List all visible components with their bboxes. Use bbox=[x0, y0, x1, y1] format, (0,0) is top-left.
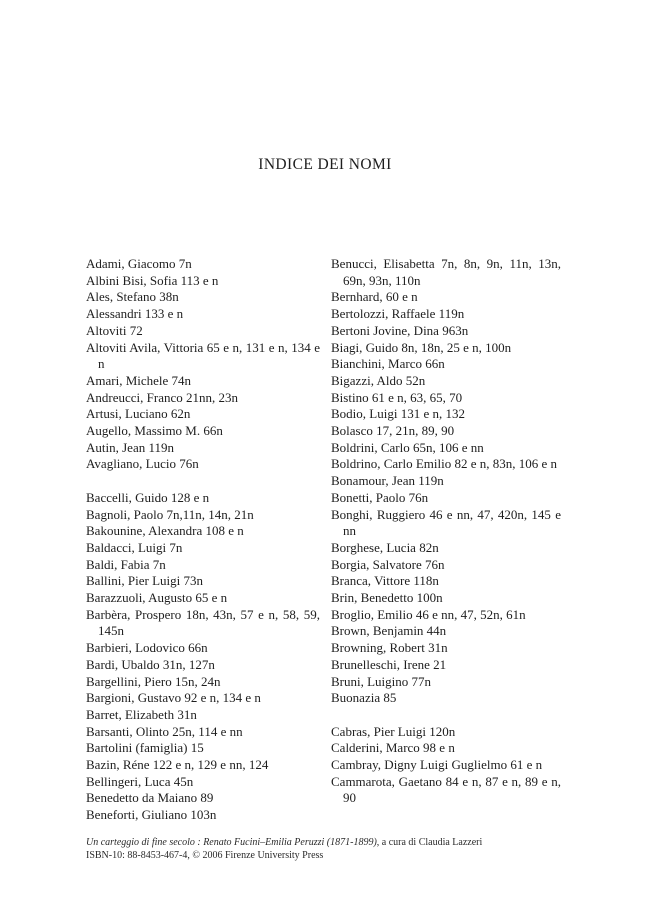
index-entry: Branca, Vittore 118n bbox=[331, 573, 439, 589]
index-entry: Boldrini, Carlo 65n, 106 e nn bbox=[331, 439, 484, 455]
index-entry: Bernhard, 60 e n bbox=[331, 289, 418, 305]
index-entry: Brin, Benedetto 100n bbox=[331, 590, 443, 606]
index-entry: Borghese, Lucia 82n bbox=[331, 539, 439, 555]
index-entry: Bagnoli, Paolo 7n,11n, 14n, 21n bbox=[86, 506, 254, 522]
index-entry: Altoviti 72 bbox=[86, 322, 143, 338]
index-entry: Bonghi, Ruggiero 46 e nn, 47, 420n, 145 e nn bbox=[331, 506, 561, 539]
index-entry: Baccelli, Guido 128 e n bbox=[86, 489, 210, 505]
index-entry: Artusi, Luciano 62n bbox=[86, 406, 191, 422]
index-entry: Baldacci, Luigi 7n bbox=[86, 539, 183, 555]
index-entry: Barbèra, Prospero 18n, 43n, 57 e n, 58, 59, 145n bbox=[86, 606, 320, 639]
index-entry: Cabras, Pier Luigi 120n bbox=[331, 723, 456, 739]
index-entry: Barsanti, Olinto 25n, 114 e nn bbox=[86, 723, 243, 739]
index-entry: Bonetti, Paolo 76n bbox=[331, 489, 429, 505]
index-entry: Bistino 61 e n, 63, 65, 70 bbox=[331, 389, 463, 405]
index-entry: Baldi, Fabia 7n bbox=[86, 556, 166, 572]
index-entry: Bruni, Luigino 77n bbox=[331, 673, 432, 689]
letter-gap bbox=[331, 707, 561, 724]
index-group-b bbox=[86, 490, 320, 824]
index-entry: Browning, Robert 31n bbox=[331, 640, 448, 656]
index-entry: Bakounine, Alexandra 108 e n bbox=[86, 523, 244, 539]
index-entry: Autin, Jean 119n bbox=[86, 439, 174, 455]
index-entry: Augello, Massimo M. 66n bbox=[86, 423, 223, 439]
index-column-left bbox=[86, 256, 320, 824]
citation-line bbox=[86, 836, 606, 849]
book-editor: , a cura di Claudia Lazzeri bbox=[376, 837, 483, 848]
index-group-a bbox=[86, 256, 320, 473]
book-title: Un carteggio di fine secolo : Renato Fucini–Emilia Peruzzi (1871-1899) bbox=[86, 837, 377, 848]
index-entry: Bolasco 17, 21n, 89, 90 bbox=[331, 423, 455, 439]
citation-footer bbox=[86, 836, 606, 862]
index-entry: Bargioni, Gustavo 92 e n, 134 e n bbox=[86, 690, 261, 706]
index-entry: Cambray, Digny Luigi Guglielmo 61 e n bbox=[331, 757, 543, 773]
index-entry: Barbieri, Lodovico 66n bbox=[86, 640, 208, 656]
index-entry: Ales, Stefano 38n bbox=[86, 289, 179, 305]
index-entry: Ballini, Pier Luigi 73n bbox=[86, 573, 203, 589]
index-entry: Benedetto da Maiano 89 bbox=[86, 790, 214, 806]
index-entry: Bigazzi, Aldo 52n bbox=[331, 372, 426, 388]
index-entry: Barazzuoli, Augusto 65 e n bbox=[86, 590, 228, 606]
index-entry: Alessandri 133 e n bbox=[86, 306, 184, 322]
index-entry: Bargellini, Piero 15n, 24n bbox=[86, 673, 221, 689]
page-title: INDICE DEI NOMI bbox=[258, 156, 392, 173]
index-entry: Boldrino, Carlo Emilio 82 e n, 83n, 106 e n bbox=[331, 456, 558, 472]
index-entry: Bazin, Réne 122 e n, 129 e nn, 124 bbox=[86, 757, 269, 773]
index-entry: Benucci, Elisabetta 7n, 8n, 9n, 11n, 13n, 69n, 93n, 110n bbox=[331, 256, 561, 288]
index-entry: Bodio, Luigi 131 e n, 132 bbox=[331, 406, 465, 422]
index-entry: Biagi, Guido 8n, 18n, 25 e n, 100n bbox=[331, 339, 512, 355]
index-entry: Bardi, Ubaldo 31n, 127n bbox=[86, 656, 215, 672]
isbn-line: ISBN-10: 88-8453-467-4, © 2006 Firenze University Press bbox=[86, 850, 324, 861]
index-entry: Bartolini (famiglia) 15 bbox=[86, 740, 204, 756]
index-entry: Cammarota, Gaetano 84 e n, 87 e n, 89 e n, 90 bbox=[331, 773, 561, 806]
index-entry: Beneforti, Giuliano 103n bbox=[86, 807, 217, 823]
index-entry: Amari, Michele 74n bbox=[86, 372, 192, 388]
index-entry: Altoviti Avila, Vittoria 65 e n, 131 e n, 134 e n bbox=[86, 339, 320, 372]
index-entry: Bellingeri, Luca 45n bbox=[86, 773, 194, 789]
index-group-b-continued bbox=[331, 256, 561, 707]
index-entry: Bonamour, Jean 119n bbox=[331, 473, 444, 489]
index-entry: Borgia, Salvatore 76n bbox=[331, 556, 445, 572]
index-group-c bbox=[331, 724, 561, 808]
index-entry: Brunelleschi, Irene 21 bbox=[331, 656, 447, 672]
index-column-right bbox=[331, 256, 561, 807]
index-entry: Bertoni Jovine, Dina 963n bbox=[331, 322, 469, 338]
index-entry: Brown, Benjamin 44n bbox=[331, 623, 447, 639]
index-entry: Barret, Elizabeth 31n bbox=[86, 706, 197, 722]
index-entry: Adami, Giacomo 7n bbox=[86, 256, 192, 271]
index-entry: Calderini, Marco 98 e n bbox=[331, 740, 455, 756]
index-entry: Broglio, Emilio 46 e nn, 47, 52n, 61n bbox=[331, 606, 526, 622]
index-entry: Buonazia 85 bbox=[331, 690, 397, 706]
index-entry: Bertolozzi, Raffaele 119n bbox=[331, 306, 465, 322]
index-entry: Bianchini, Marco 66n bbox=[331, 356, 445, 372]
index-entry: Andreucci, Franco 21nn, 23n bbox=[86, 389, 238, 405]
index-entry: Albini Bisi, Sofia 113 e n bbox=[86, 272, 219, 288]
index-entry: Avagliano, Lucio 76n bbox=[86, 456, 199, 472]
letter-gap bbox=[86, 473, 320, 490]
